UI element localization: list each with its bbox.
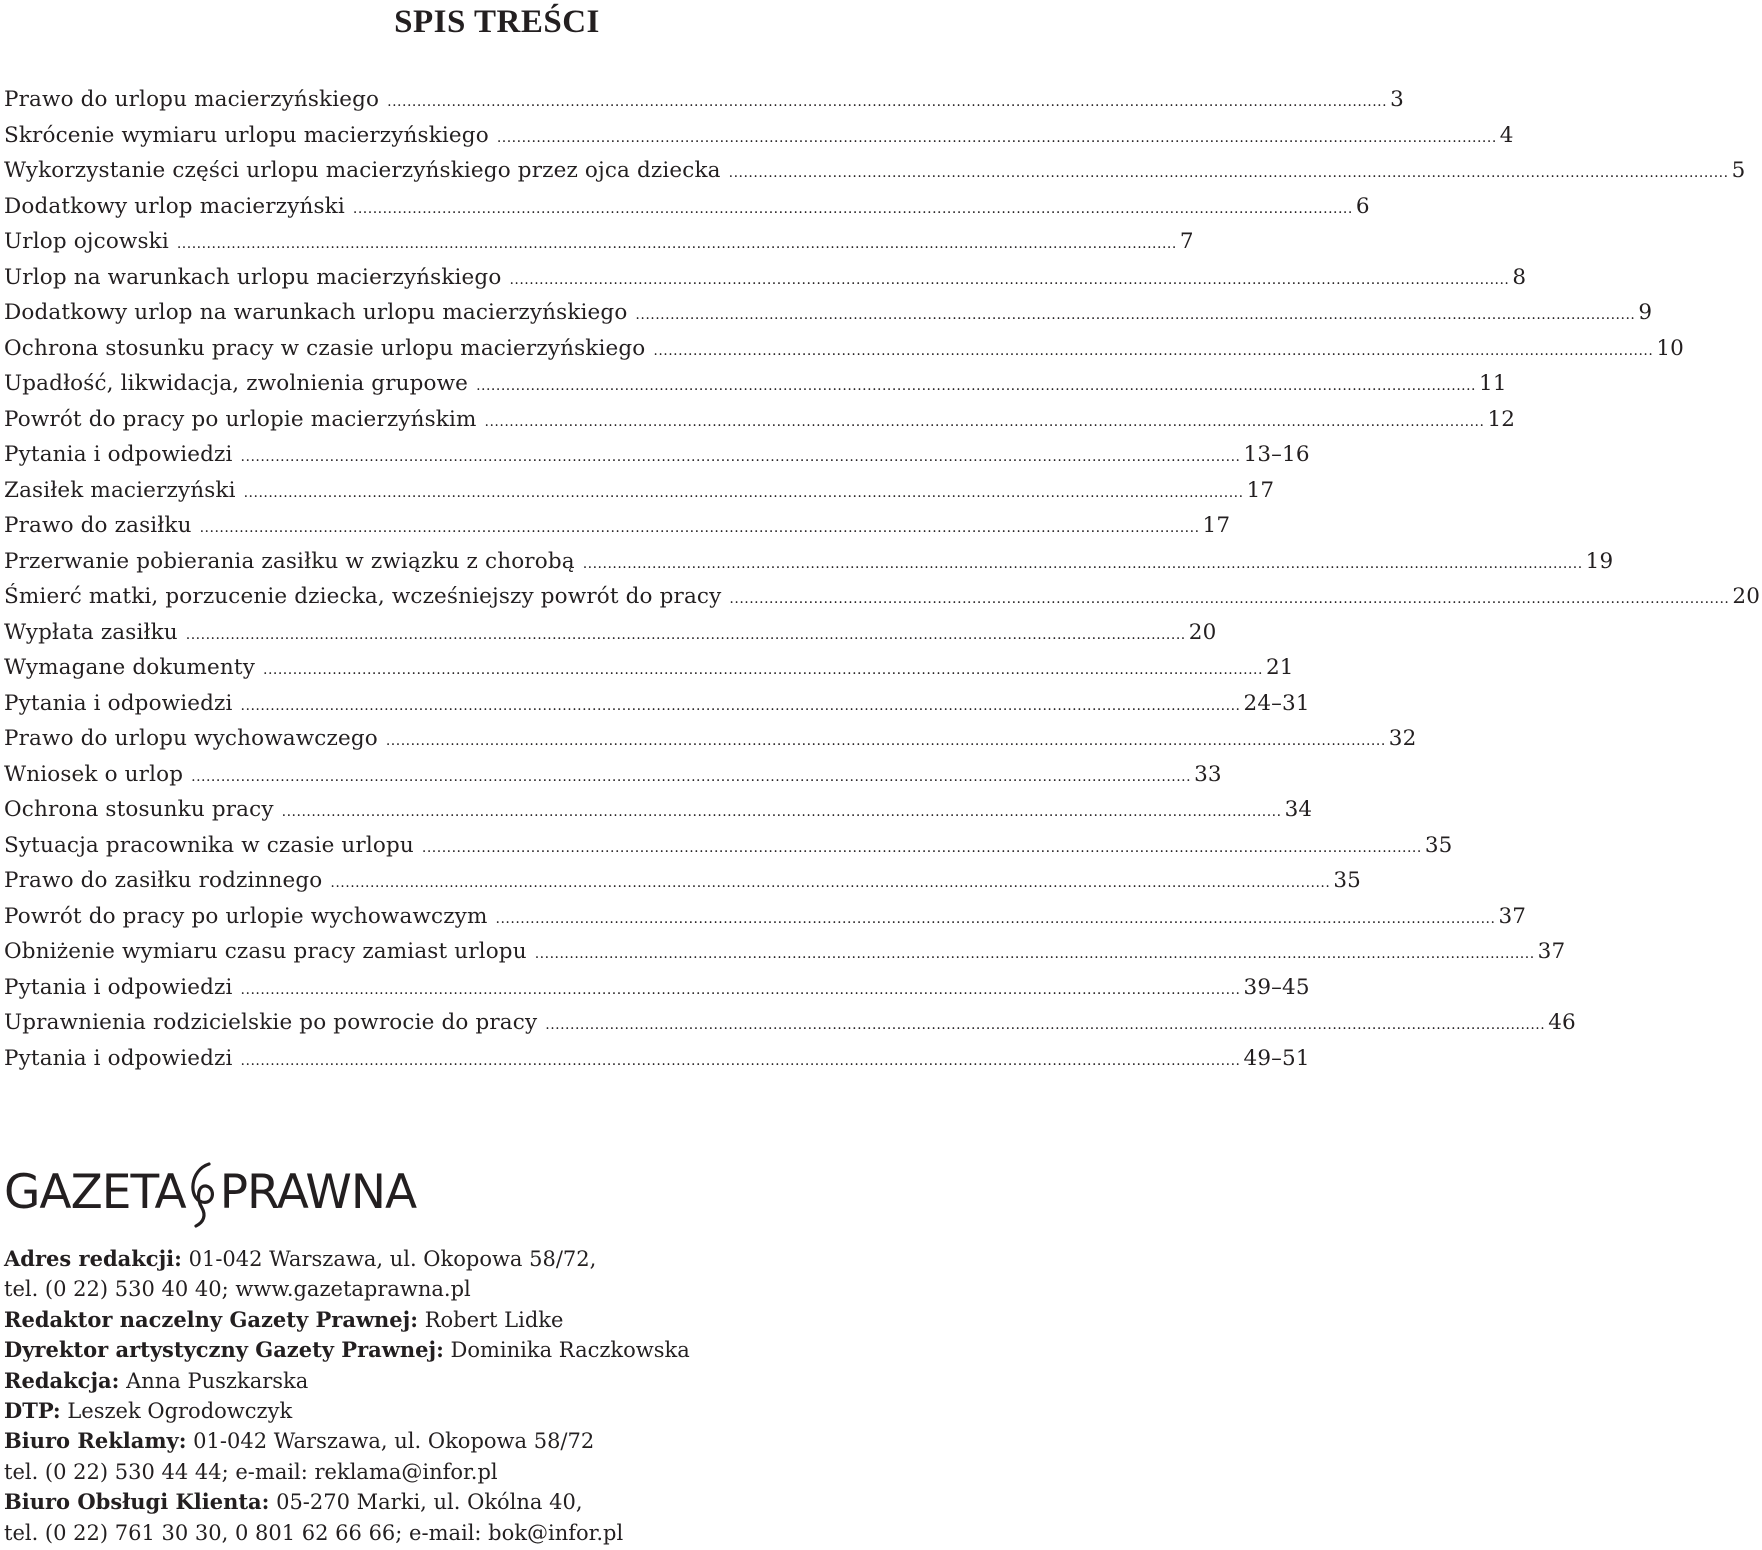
toc-dot-leader: .......................................................................................................................................................................................................... [281, 804, 1282, 820]
toc-dot-leader: .......................................................................................................................................................................................................... [495, 910, 1496, 927]
toc-entry-page: 3 [1390, 87, 1404, 112]
toc-entry-page: 19 [1585, 548, 1614, 574]
toc-dot-leader: .......................................................................................................................................................................................................... [534, 946, 1535, 962]
toc-dot-leader: .......................................................................................................................................................................................................... [243, 484, 1244, 501]
toc-entry-page: 33 [1194, 761, 1222, 787]
toc-entry [4, 260, 1527, 296]
imprint-text: tel. (0 22) 530 40 40; www.gazetaprawna.pl [4, 1277, 471, 1302]
imprint-text: Dominika Raczkowska [443, 1338, 690, 1363]
imprint-line [4, 1335, 954, 1365]
toc-entry-label: Prawo do urlopu macierzyńskiego [4, 87, 380, 112]
toc-entry [4, 686, 1310, 722]
imprint-text: Anna Puszkarska [119, 1368, 309, 1393]
imprint-line [4, 1518, 954, 1548]
toc-entry-label: Upadłość, likwidacja, zwolnienia grupowe [4, 371, 469, 396]
table-of-contents [4, 82, 1761, 1076]
toc-dot-leader: .......................................................................................................................................................................................................... [240, 981, 1241, 998]
gazeta-prawna-logo [4, 1158, 416, 1228]
toc-entry-label: Wymagane dokumenty [4, 655, 255, 680]
toc-entry-label: Pytania i odpowiedzi [4, 1045, 233, 1071]
toc-entry-label: Ochrona stosunku pracy [4, 797, 274, 822]
imprint-block [4, 1244, 954, 1548]
imprint-label: Redakcja: [4, 1367, 120, 1393]
toc-entry [4, 934, 1566, 970]
imprint-text: 01-042 Warszawa, ul. Okopowa 58/72, [181, 1247, 597, 1271]
toc-entry [4, 153, 1746, 189]
toc-entry-label: Powrót do pracy po urlopie macierzyńskim [4, 406, 477, 432]
toc-dot-leader: .......................................................................................................................................................................................................... [330, 875, 1331, 891]
toc-entry-page: 24–31 [1243, 690, 1310, 716]
toc-entry [4, 295, 1653, 331]
toc-entry-label: Sytuacja pracownika w czasie urlopu [4, 832, 414, 858]
imprint-text: Robert Lidke [418, 1307, 564, 1332]
toc-entry-label: Prawo do urlopu wychowawczego [4, 726, 378, 751]
imprint-line [4, 1457, 954, 1487]
toc-entry [4, 331, 1684, 367]
toc-entry-label: Obniżenie wymiaru czasu pracy zamiast urlopu [4, 939, 527, 964]
imprint-label: Biuro Reklamy: [4, 1428, 187, 1454]
toc-entry [4, 224, 1194, 260]
toc-entry-page: 7 [1179, 229, 1194, 254]
toc-entry-page: 39–45 [1243, 974, 1310, 1000]
toc-entry-page: 46 [1548, 1010, 1576, 1035]
toc-entry [4, 508, 1231, 544]
toc-entry-page: 35 [1424, 832, 1453, 858]
gazeta-prawna-swirl-icon [182, 1158, 222, 1228]
toc-entry-page: 20 [1732, 584, 1761, 609]
toc-entry [4, 721, 1417, 757]
imprint-label: Biuro Obsługi Klienta: [4, 1489, 270, 1515]
imprint-line [4, 1487, 954, 1517]
imprint-text: tel. (0 22) 761 30 30, 0 801 62 66 66; e-mail: bok@infor.pl [4, 1520, 624, 1545]
toc-dot-leader: .......................................................................................................................................................................................................... [176, 236, 1177, 252]
toc-entry-label: Wykorzystanie części urlopu macierzyńskiego przez ojca dziecka [4, 158, 721, 183]
toc-entry-page: 9 [1638, 300, 1653, 325]
toc-dot-leader: .......................................................................................................................................................................................................... [263, 662, 1263, 678]
toc-entry [4, 366, 1507, 402]
toc-entry-label: Urlop na warunkach urlopu macierzyńskiego [4, 264, 502, 290]
toc-entry-page: 20 [1188, 619, 1217, 645]
toc-entry-page: 49–51 [1243, 1045, 1310, 1071]
toc-entry-page: 5 [1731, 158, 1746, 183]
toc-entry-page: 6 [1355, 193, 1370, 219]
toc-entry [4, 189, 1370, 225]
toc-entry-label: Skrócenie wymiaru urlopu macierzyńskiego [4, 122, 489, 148]
toc-entry [4, 82, 1404, 118]
toc-entry-page: 12 [1487, 406, 1516, 432]
imprint-line [4, 1366, 954, 1396]
toc-entry-page: 8 [1512, 264, 1527, 290]
toc-entry-page: 21 [1265, 655, 1294, 680]
toc-entry [4, 970, 1310, 1006]
toc-dot-leader: .......................................................................................................................................................................................................... [352, 200, 1353, 217]
toc-dot-leader: .......................................................................................................................................................................................................... [582, 555, 1583, 572]
imprint-label: DTP: [4, 1397, 61, 1423]
toc-dot-leader: .......................................................................................................................................................................................................... [653, 342, 1654, 359]
imprint-text: 05-270 Marki, ul. Okólna 40, [269, 1490, 583, 1515]
toc-entry [4, 1005, 1576, 1041]
toc-entry-label: Prawo do zasiłku [4, 513, 192, 538]
toc-entry [4, 544, 1614, 580]
toc-entry [4, 118, 1514, 154]
toc-entry-page: 35 [1333, 868, 1362, 893]
toc-entry-label: Urlop ojcowski [4, 229, 169, 254]
toc-entry [4, 437, 1310, 473]
toc-entry-page: 37 [1537, 939, 1566, 964]
imprint-line [4, 1244, 954, 1274]
toc-dot-leader: .......................................................................................................................................................................................................... [484, 413, 1485, 430]
toc-dot-leader: .......................................................................................................................................................................................................... [385, 733, 1386, 749]
toc-entry [4, 863, 1362, 899]
toc-entry-label: Pytania i odpowiedzi [4, 974, 233, 1000]
toc-entry-page: 17 [1246, 477, 1275, 503]
toc-entry-label: Powrót do pracy po urlopie wychowawczym [4, 903, 488, 929]
imprint-label: Redaktor naczelny Gazety Prawnej: [4, 1306, 419, 1332]
toc-dot-leader: .......................................................................................................................................................................................................... [185, 626, 1186, 643]
toc-entry [4, 473, 1275, 509]
imprint-line [4, 1305, 954, 1335]
toc-entry-page: 32 [1388, 726, 1417, 751]
toc-entry [4, 757, 1222, 793]
toc-entry [4, 1041, 1310, 1077]
toc-entry-page: 11 [1479, 371, 1507, 396]
toc-entry-page: 4 [1499, 122, 1514, 148]
logo-text-right: PRAWNA [219, 1165, 417, 1220]
logo-text-left: GAZETA [4, 1165, 186, 1220]
toc-dot-leader: .......................................................................................................................................................................................................... [729, 591, 1730, 607]
toc-entry-label: Zasiłek macierzyński [4, 477, 236, 503]
toc-entry-label: Prawo do zasiłku rodzinnego [4, 868, 323, 893]
imprint-text: Leszek Ogrodowczyk [60, 1398, 293, 1423]
toc-entry [4, 792, 1313, 828]
toc-entry-label: Przerwanie pobierania zasiłku w związku z chorobą [4, 548, 575, 574]
toc-entry-page: 37 [1498, 903, 1527, 929]
toc-dot-leader: .......................................................................................................................................................................................................... [728, 165, 1729, 181]
toc-dot-leader: .......................................................................................................................................................................................................... [199, 520, 1200, 536]
imprint-line [4, 1426, 954, 1456]
toc-entry-label: Pytania i odpowiedzi [4, 690, 233, 716]
imprint-text: tel. (0 22) 530 44 44; e-mail: reklama@infor.pl [4, 1459, 498, 1484]
imprint-line [4, 1274, 954, 1304]
toc-dot-leader: .......................................................................................................................................................................................................... [191, 768, 1192, 785]
toc-dot-leader: .......................................................................................................................................................................................................... [509, 271, 1510, 288]
toc-entry [4, 899, 1527, 935]
toc-entry-page: 34 [1284, 797, 1313, 822]
toc-dot-leader: .......................................................................................................................................................................................................... [476, 378, 1477, 394]
toc-dot-leader: .......................................................................................................................................................................................................... [496, 129, 1497, 146]
toc-dot-leader: .......................................................................................................................................................................................................... [635, 307, 1636, 323]
toc-entry-label: Ochrona stosunku pracy w czasie urlopu macierzyńskiego [4, 335, 646, 361]
toc-entry-label: Wypłata zasiłku [4, 619, 178, 645]
toc-entry-page: 17 [1202, 513, 1231, 538]
imprint-line [4, 1396, 954, 1426]
toc-dot-leader: .......................................................................................................................................................................................................... [240, 697, 1241, 714]
imprint-label: Adres redakcji: [4, 1246, 182, 1271]
page-title: SPIS TREŚCI [394, 4, 600, 40]
toc-dot-leader: .......................................................................................................................................................................................................... [240, 1052, 1241, 1069]
toc-entry-label: Pytania i odpowiedzi [4, 442, 233, 467]
imprint-text: 01-042 Warszawa, ul. Okopowa 58/72 [186, 1429, 595, 1454]
toc-entry [4, 650, 1294, 686]
toc-entry-label: Uprawnienia rodzicielskie po powrocie do pracy [4, 1010, 538, 1035]
toc-entry [4, 615, 1217, 651]
toc-entry-page: 13–16 [1243, 442, 1310, 467]
toc-entry [4, 402, 1516, 438]
toc-entry-page: 10 [1656, 335, 1684, 361]
toc-entry-label: Śmierć matki, porzucenie dziecka, wcześniejszy powrót do pracy [4, 584, 722, 609]
toc-dot-leader: .......................................................................................................................................................................................................... [240, 449, 1241, 465]
imprint-label: Dyrektor artystyczny Gazety Prawnej: [4, 1337, 444, 1363]
toc-entry [4, 579, 1761, 615]
toc-dot-leader: .......................................................................................................................................................................................................... [421, 839, 1422, 856]
toc-entry [4, 828, 1453, 864]
toc-entry-label: Dodatkowy urlop macierzyński [4, 193, 345, 219]
toc-entry-label: Dodatkowy urlop na warunkach urlopu macierzyńskiego [4, 300, 628, 325]
toc-entry-label: Wniosek o urlop [4, 761, 184, 787]
toc-dot-leader: .......................................................................................................................................................................................................... [387, 94, 1388, 110]
toc-dot-leader: .......................................................................................................................................................................................................... [545, 1017, 1546, 1033]
